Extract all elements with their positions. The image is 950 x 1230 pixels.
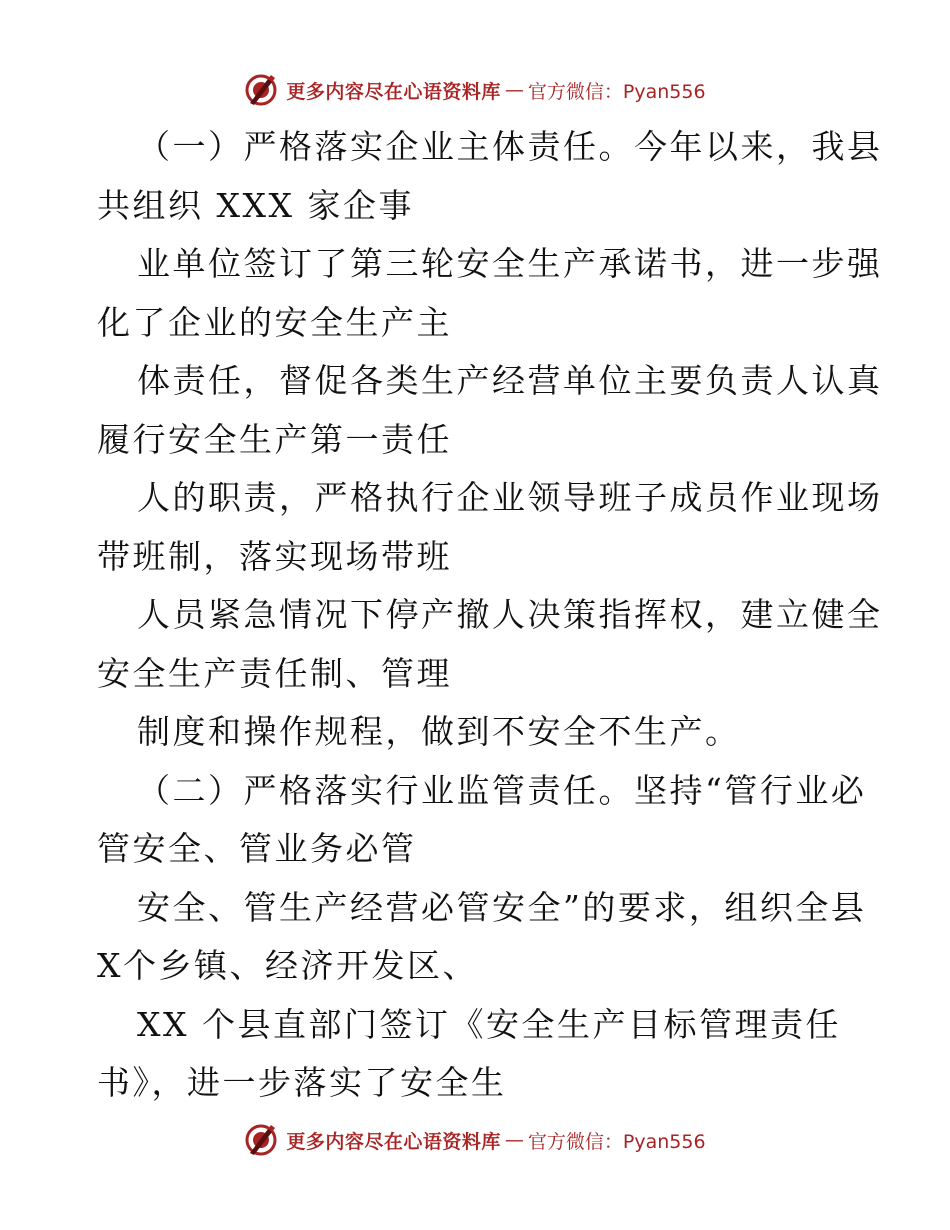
document-body (97, 118, 883, 1113)
footer-banner-inner (244, 1123, 705, 1157)
body-line: 带班制，落实现场带班 (97, 536, 452, 576)
body-line: 履行安全生产第一责任 (97, 419, 452, 459)
footer-banner-wechat: 官方微信：Pyan556 (527, 1130, 706, 1153)
header-banner-inner (244, 73, 705, 107)
body-line: 业单位签订了第三轮安全生产承诺书，进一步强 (137, 244, 883, 283)
pen-logo-icon (244, 73, 278, 107)
footer-banner (0, 1120, 950, 1160)
pen-logo-icon (244, 1123, 278, 1157)
body-line: 安全生产责任制、管理 (97, 653, 452, 693)
header-banner-separator: — (504, 79, 524, 101)
header-banner-text: 更多内容尽在心语资料库 (286, 80, 501, 103)
body-line: XX 个县直部门签订《安全生产目标管理责任 (137, 1004, 841, 1044)
body-line: 共组织 XXX 家企事 (97, 185, 414, 225)
body-line: （一）严格落实企业主体责任。今年以来，我县 (137, 127, 883, 166)
body-line: 体责任，督促各类生产经营单位主要负责人认真 (137, 361, 883, 400)
body-line: 化了企业的安全生产主 (97, 302, 452, 342)
header-banner (0, 70, 950, 110)
body-line: 安全、管生产经营必管安全”的要求，组织全县 (137, 887, 867, 927)
body-line: （二）严格落实行业监管责任。坚持“管行业必 (137, 770, 867, 810)
body-line: 制度和操作规程，做到不安全不生产。 (137, 712, 741, 751)
body-line: 书》，进一步落实了安全生 (97, 1063, 507, 1102)
body-line: X个乡镇、经济开发区、 (97, 946, 478, 985)
footer-banner-text: 更多内容尽在心语资料库 (286, 1130, 501, 1153)
body-line: 人员紧急情况下停产撤人决策指挥权，建立健全 (137, 595, 883, 634)
body-line: 管安全、管业务必管 (97, 829, 417, 868)
footer-banner-separator: — (504, 1129, 524, 1151)
body-line: 人的职责，严格执行企业领导班子成员作业现场 (137, 478, 883, 517)
header-banner-wechat: 官方微信：Pyan556 (527, 80, 706, 103)
